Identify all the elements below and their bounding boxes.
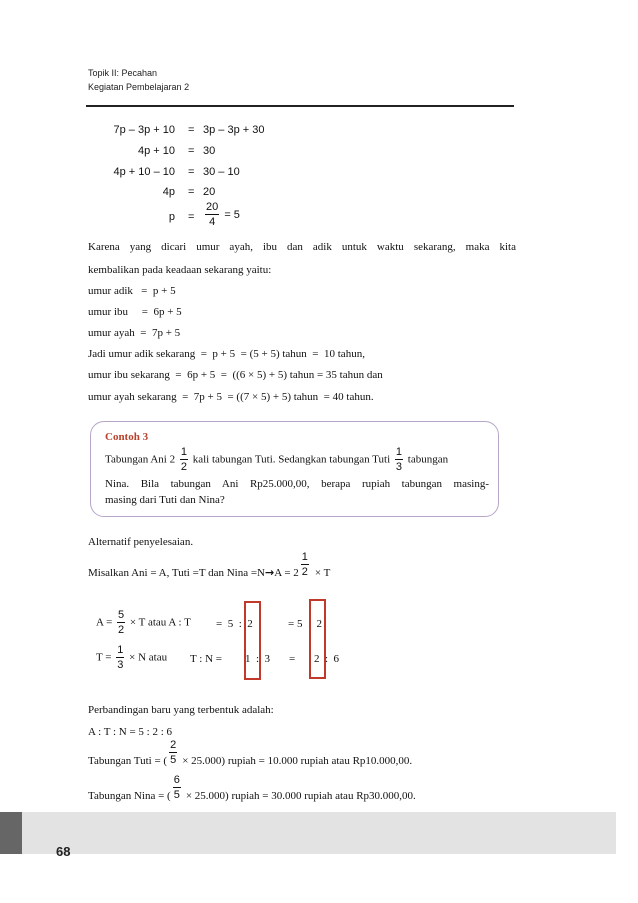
fraction-denominator: 3 xyxy=(395,461,403,473)
equation-result: = 5 xyxy=(224,208,240,221)
equation-rhs: 3p – 3p + 30 xyxy=(203,124,265,136)
example-title: Contoh 3 xyxy=(105,431,149,443)
ratio-value: 1 : 3 xyxy=(245,653,271,665)
example-text: Tabungan Ani 2 xyxy=(105,453,176,466)
fraction-numerator: 6 xyxy=(173,774,180,786)
explanation-line: kembalikan pada keadaan sekarang yaitu: xyxy=(88,264,272,276)
fraction xyxy=(169,740,177,766)
equation-sign: = xyxy=(188,166,195,178)
savings-text: Tabungan Tuti = ( xyxy=(88,754,168,767)
ratio-value: = 5 : 2 xyxy=(216,618,253,630)
fraction xyxy=(116,645,124,671)
ratio-text: T : N = xyxy=(190,653,222,665)
fraction-numerator: 1 xyxy=(180,446,187,458)
fraction-numerator: 1 xyxy=(117,644,124,656)
ratio-text: × N atau xyxy=(129,651,168,664)
page-header xyxy=(88,66,189,94)
equation-sign: = xyxy=(188,124,195,136)
fraction-numerator: 5 xyxy=(118,609,125,621)
ratio-value: 2 : 6 xyxy=(314,653,340,665)
equation-lhs: 4p + 10 – 10 xyxy=(113,166,175,178)
fraction xyxy=(117,610,125,636)
example-text: tabungan xyxy=(407,453,449,466)
fraction-denominator: 2 xyxy=(301,566,308,578)
equation-rhs: 20 xyxy=(203,186,216,198)
highlight-box xyxy=(244,601,261,680)
equation-rhs xyxy=(203,202,240,228)
example-line: masing dari Tuti dan Nina? xyxy=(105,494,225,506)
equation-lhs: 4p xyxy=(162,186,175,198)
fraction-denominator: 5 xyxy=(173,789,180,801)
savings-text: × 25.000) rupiah = 10.000 rupiah atau Rp10.000,00. xyxy=(182,754,413,767)
nina-savings-line xyxy=(88,775,516,805)
savings-text: Tabungan Nina = ( xyxy=(88,789,171,802)
header-divider xyxy=(86,105,514,107)
new-ratio-caption: Perbandingan baru yang terbentuk adalah: xyxy=(88,704,274,716)
example-line xyxy=(105,447,489,473)
tuti-savings-line xyxy=(88,740,516,770)
fraction-numerator: 2 xyxy=(170,739,177,751)
equation-lhs: 4p + 10 xyxy=(137,145,175,157)
age-adik: umur adik = p + 5 xyxy=(88,285,176,297)
equation-rhs: 30 xyxy=(203,145,216,157)
ratio-text: A = xyxy=(96,616,113,629)
equation-lhs: 7p – 3p + 10 xyxy=(113,124,175,136)
equation-sign: = xyxy=(188,186,195,198)
header-topic: Topik II: Pecahan xyxy=(88,68,158,78)
fraction xyxy=(180,447,188,473)
supposition-text: × T xyxy=(314,566,331,579)
example-line: Nina. Bila tabungan Ani Rp25.000,00, berapa rupiah tabungan masing- xyxy=(105,478,489,490)
ratio-text: × T atau A : T xyxy=(129,616,191,629)
fraction-denominator: 3 xyxy=(117,659,124,671)
footer-accent-block xyxy=(0,812,22,854)
fraction-denominator: 2 xyxy=(180,461,187,473)
fraction-numerator: 1 xyxy=(395,446,403,458)
explanation-line: Karena yang dicari umur ayah, ibu dan adik untuk waktu sekarang, maka kita xyxy=(88,241,516,253)
fraction-denominator: 2 xyxy=(118,624,125,636)
fraction-denominator: 4 xyxy=(209,216,216,228)
ratio-value: = 5 : 2 xyxy=(288,618,323,630)
highlight-box xyxy=(309,599,326,679)
result-ibu: umur ibu sekarang = 6p + 5 = ((6 × 5) + 5) tahun = 35 tahun dan xyxy=(88,369,383,381)
savings-text: × 25.000) rupiah = 30.000 rupiah atau Rp30.000,00. xyxy=(185,789,416,802)
result-ayah: umur ayah sekarang = 7p + 5 = ((7 × 5) + 5) tahun = 40 tahun. xyxy=(88,391,374,403)
supposition-text: Misalkan Ani = A, Tuti =T dan Nina =N xyxy=(88,566,266,579)
fraction-numerator: 1 xyxy=(301,551,308,563)
combined-ratio: A : T : N = 5 : 2 : 6 xyxy=(88,726,173,738)
age-ayah: umur ayah = 7p + 5 xyxy=(88,327,181,339)
fraction xyxy=(205,202,219,228)
fraction-numerator: 20 xyxy=(206,201,219,213)
result-adik: Jadi umur adik sekarang = p + 5 = (5 + 5) tahun = 10 tahun, xyxy=(88,348,365,360)
equation-lhs: p xyxy=(168,211,175,223)
equation-rhs: 30 – 10 xyxy=(203,166,240,178)
equation-sign: = xyxy=(188,145,195,157)
ratio-text: T = xyxy=(96,651,112,664)
fraction xyxy=(173,775,181,801)
fraction-denominator: 5 xyxy=(170,754,177,766)
arrow-right-icon: → xyxy=(265,565,275,579)
example-box xyxy=(90,421,499,517)
supposition-text: A = 2 xyxy=(274,566,299,579)
header-activity: Kegiatan Pembelajaran 2 xyxy=(88,82,190,92)
ratio-text: = xyxy=(289,653,296,665)
footer-bar xyxy=(22,812,616,854)
example-text: kali tabungan Tuti. Sedangkan tabungan Tuti xyxy=(192,453,391,466)
supposition-line xyxy=(88,552,516,582)
fraction xyxy=(395,447,403,473)
page-number: 68 xyxy=(56,844,71,859)
fraction xyxy=(301,552,309,578)
solution-intro: Alternatif penyelesaian. xyxy=(88,536,194,548)
equation-sign: = xyxy=(188,211,195,223)
age-ibu: umur ibu = 6p + 5 xyxy=(88,306,182,318)
